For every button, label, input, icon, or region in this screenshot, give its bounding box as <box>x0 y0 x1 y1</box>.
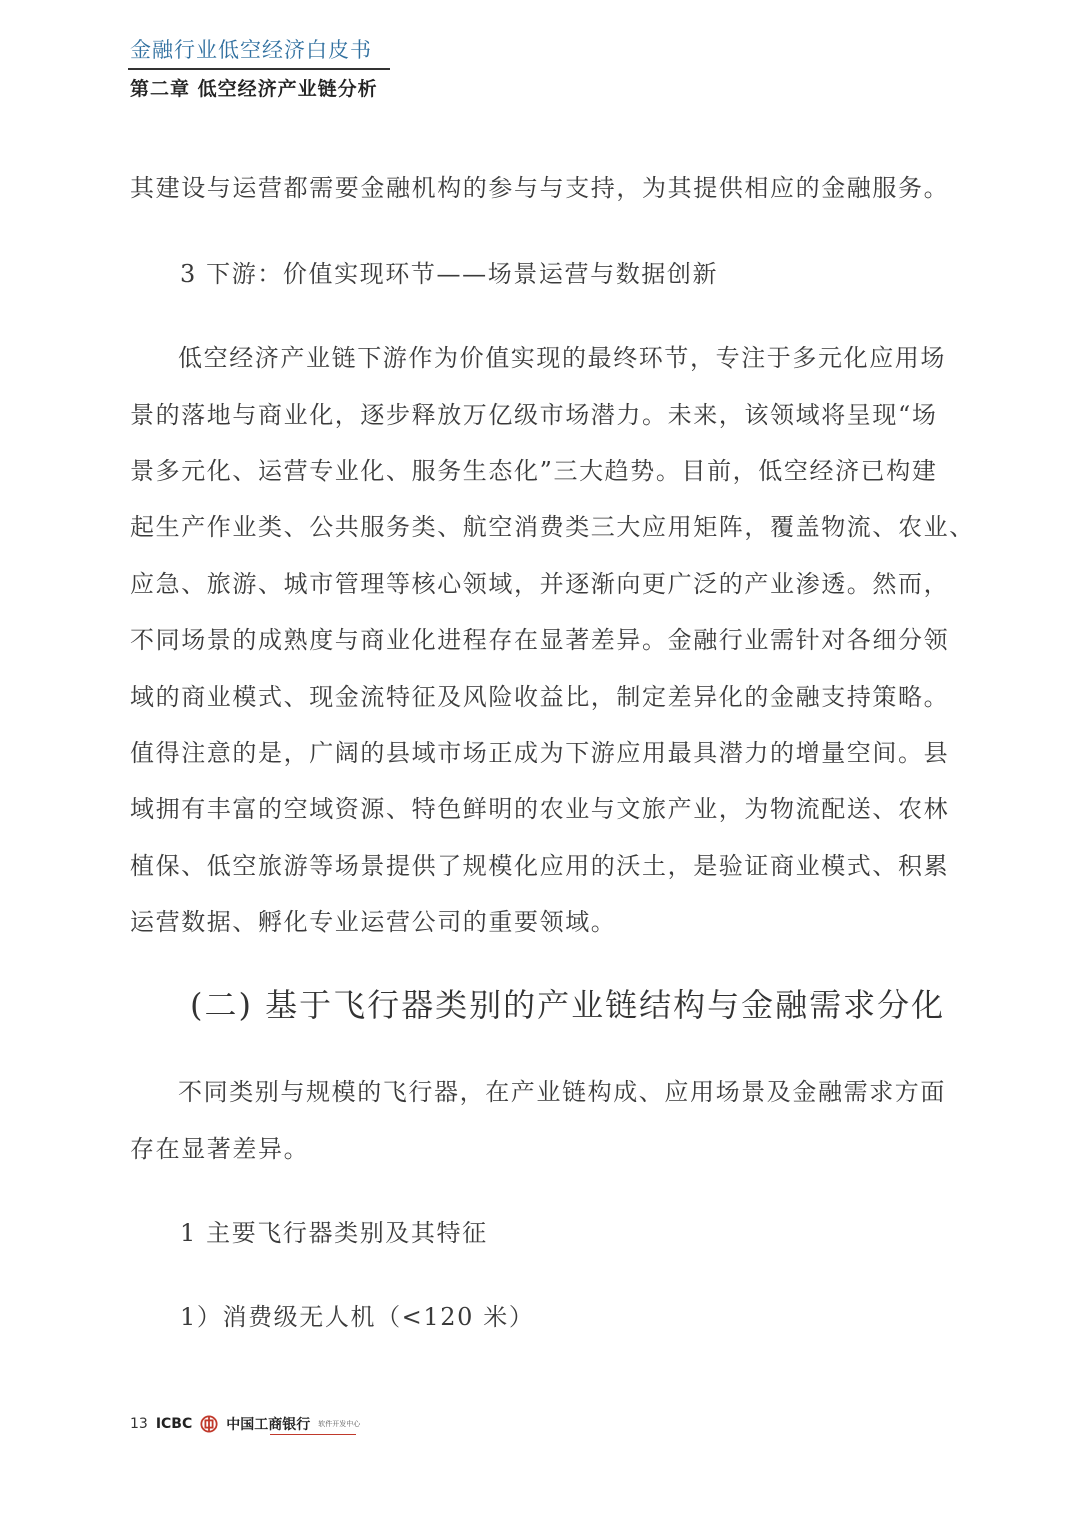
chapter-title: 第二章 低空经济产业链分析 <box>130 78 378 100</box>
subheading-aircraft-types: 1 主要飞行器类别及其特征 <box>180 1219 488 1247</box>
section-heading: (二) 基于飞行器类别的产业链结构与金融需求分化 <box>190 986 946 1024</box>
para-line: 起生产作业类、公共服务类、航空消费类三大应用矩阵，覆盖物流、农业、 <box>130 513 975 541</box>
icbc-text: ICBC <box>155 1416 193 1432</box>
para-line: 低空经济产业链下游作为价值实现的最终环节，专注于多元化应用场 <box>178 344 946 372</box>
para-line: 域拥有丰富的空域资源、特色鲜明的农业与文旅产业，为物流配送、农林 <box>130 795 950 823</box>
icbc-logo-icon <box>200 1415 218 1433</box>
para-line: 景的落地与商业化，逐步释放万亿级市场潜力。未来，该领域将呈现“场 <box>130 401 938 429</box>
body-line: 其建设与运营都需要金融机构的参与与支持，为其提供相应的金融服务。 <box>130 174 950 202</box>
para-line: 运营数据、孵化专业运营公司的重要领域。 <box>130 908 617 936</box>
list-item: 1）消费级无人机（<120 米） <box>180 1303 535 1331</box>
subheading-downstream: 3 下游：价值实现环节——场景运营与数据创新 <box>180 260 719 288</box>
footer <box>130 1414 360 1434</box>
para-line: 值得注意的是，广阔的县域市场正成为下游应用最具潜力的增量空间。县 <box>130 739 950 767</box>
para-line: 景多元化、运营专业化、服务生态化”三大趋势。目前，低空经济已构建 <box>130 457 938 485</box>
doc-title: 金融行业低空经济白皮书 <box>130 38 372 62</box>
footer-rule <box>270 1434 356 1435</box>
bank-name: 中国工商银行 <box>226 1417 311 1433</box>
para-line: 应急、旅游、城市管理等核心领域，并逐渐向更广泛的产业渗透。然而， <box>130 570 950 598</box>
header-rule <box>128 68 390 70</box>
intro-line: 不同类别与规模的飞行器，在产业链构成、应用场景及金融需求方面 <box>178 1078 946 1106</box>
para-line: 植保、低空旅游等场景提供了规模化应用的沃土，是验证商业模式、积累 <box>130 852 950 880</box>
para-line: 不同场景的成熟度与商业化进程存在显著差异。金融行业需针对各细分领 <box>130 626 950 654</box>
bank-sub: 软件开发中心 <box>318 1420 361 1428</box>
para-line: 域的商业模式、现金流特征及风险收益比，制定差异化的金融支持策略。 <box>130 683 950 711</box>
intro-line: 存在显著差异。 <box>130 1135 310 1163</box>
page-number: 13 <box>130 1416 148 1432</box>
